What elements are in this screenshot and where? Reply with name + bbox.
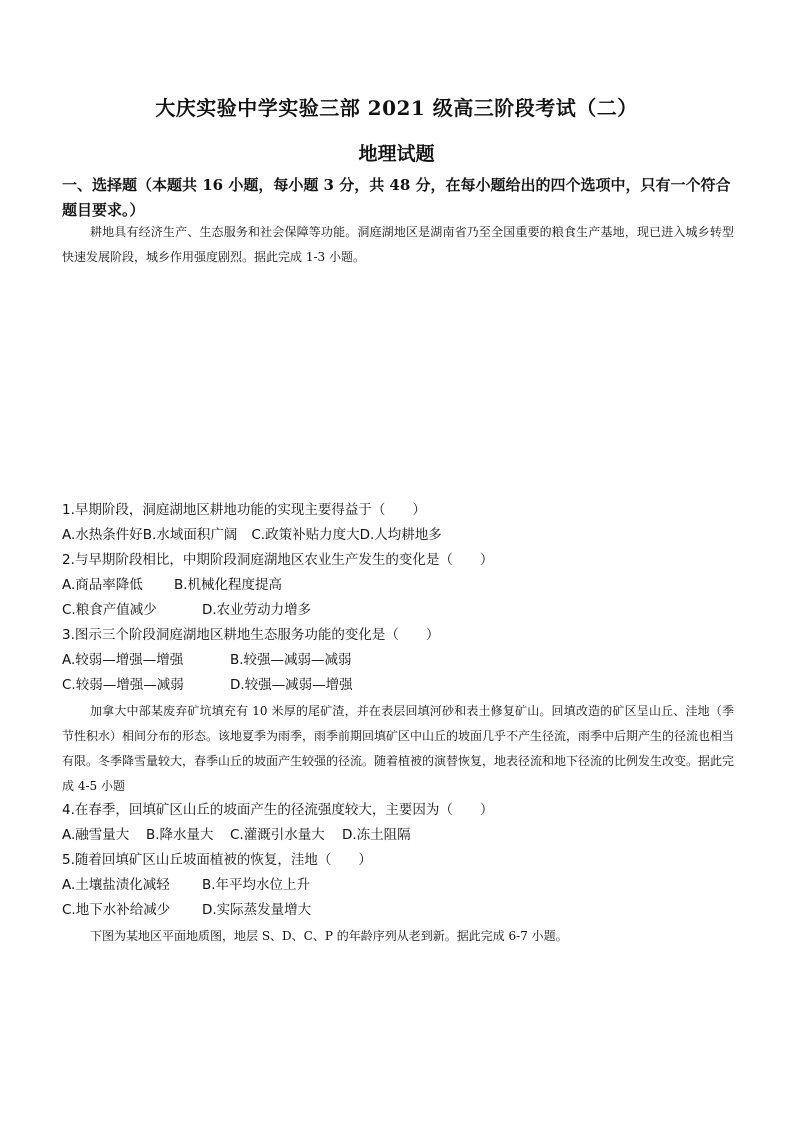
question-5-stem: 5.随着回填矿区山丘坡面植被的恢复，洼地（ ）	[62, 852, 372, 868]
figure-placeholder	[62, 270, 734, 495]
option-2a[interactable]: A.商品率降低	[62, 577, 143, 593]
option-3c[interactable]: C.较弱—增强—减弱	[62, 677, 184, 693]
option-5a[interactable]: A.土壤盐渍化减轻	[62, 877, 170, 893]
option-4b[interactable]: B.降水量大	[146, 827, 214, 843]
question-3-options-row-2	[62, 673, 742, 698]
option-1b[interactable]: B.水域面积广阔	[142, 527, 238, 543]
option-5c[interactable]: C.地下水补给减少	[62, 902, 171, 918]
option-4c[interactable]: C.灌溉引水量大	[230, 827, 325, 843]
exam-subject: 地理试题	[358, 143, 435, 165]
option-2d[interactable]: D.农业劳动力增多	[202, 602, 312, 618]
question-2-stem: 2.与早期阶段相比，中期阶段洞庭湖地区农业生产发生的变化是（ ）	[62, 552, 494, 568]
option-1d[interactable]: D.人均耕地多	[359, 527, 442, 543]
passage-1: 耕地具有经济生产、生态服务和社会保障等功能。洞庭湖地区是湖南省乃至全国重要的粮食生产基地，现已进入城乡转型快速发展阶段，城乡作用强度剧烈。据此完成 1-3 小题。	[62, 225, 734, 264]
question-5-options-row-2	[62, 898, 742, 923]
exam-title: 大庆实验中学实验三部 2021 级高三阶段考试（二）	[155, 96, 638, 120]
option-5b[interactable]: B.年平均水位上升	[202, 877, 311, 893]
option-3d[interactable]: D.较强—减弱—增强	[230, 677, 353, 693]
question-1-options	[62, 523, 742, 548]
option-1a[interactable]: A.水热条件好	[62, 527, 143, 543]
option-4d[interactable]: D.冻土阻隔	[342, 827, 411, 843]
question-5-options-row-1	[62, 873, 742, 898]
option-2b[interactable]: B.机械化程度提高	[174, 577, 283, 593]
option-4a[interactable]: A.融雪量大	[62, 827, 130, 843]
option-2c[interactable]: C.粮食产值减少	[62, 602, 157, 618]
passage-2: 加拿大中部某废弃矿坑填充有 10 米厚的尾矿渣，并在表层回填河砂和表土修复矿山。回填改造的矿区呈山丘、洼地（季节性积水）相间分布的形态。该地夏季为雨季，雨季前期回填矿区中山丘的坡面几乎不产生径流，雨季中后期产生的径流也相当有限。冬季降雪量较大，春季山丘的坡面产生较强的径流。随着植被的演替恢复，地表径流和地下径流的比例发生改变。据此完成 4-5 小题	[62, 704, 735, 793]
question-3-stem: 3.图示三个阶段洞庭湖地区耕地生态服务功能的变化是（ ）	[62, 627, 440, 643]
question-2-options-row-1	[62, 573, 742, 598]
option-1c[interactable]: C.政策补贴力度大	[251, 527, 360, 543]
option-5d[interactable]: D.实际蒸发量增大	[202, 902, 312, 918]
question-1-stem: 1.早期阶段，洞庭湖地区耕地功能的实现主要得益于（ ）	[62, 502, 426, 518]
option-3a[interactable]: A.较弱—增强—增强	[62, 652, 184, 668]
question-4-options	[62, 823, 742, 848]
question-3-options-row-1	[62, 648, 742, 673]
passage-3: 下图为某地区平面地质图，地层 S、D、C、P 的年龄序列从老到新。据此完成 6-7 小题。	[90, 929, 568, 943]
section-heading: 一、选择题（本题共 16 小题，每小题 3 分，共 48 分，在每小题给出的四个选项中，只有一个符合题目要求。）	[62, 176, 731, 219]
question-4-stem: 4.在春季，回填矿区山丘的坡面产生的径流强度较大，主要因为（ ）	[62, 802, 494, 818]
option-3b[interactable]: B.较强—减弱—减弱	[230, 652, 352, 668]
question-2-options-row-2	[62, 598, 742, 623]
